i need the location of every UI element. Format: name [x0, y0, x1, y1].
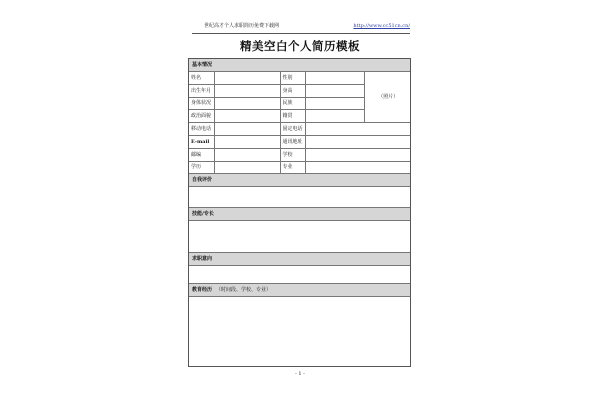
- document-title: 精美空白个人简历模板: [240, 39, 360, 53]
- photo-placeholder[interactable]: （照片）: [364, 72, 410, 123]
- basic-info-body: [189, 72, 410, 174]
- field-major[interactable]: [305, 161, 410, 173]
- field-gender[interactable]: [305, 72, 364, 84]
- label-degree: 学历: [189, 161, 214, 173]
- label-origin: 籍贯: [280, 110, 305, 123]
- self-evaluation-area[interactable]: [189, 187, 410, 208]
- label-name: 姓名: [189, 72, 214, 84]
- field-landline[interactable]: [305, 123, 410, 136]
- field-origin[interactable]: [305, 110, 364, 123]
- label-health: 身体状况: [189, 97, 214, 110]
- basic-info-table: [189, 72, 410, 173]
- label-landline: 固定电话: [280, 123, 305, 136]
- field-mobile[interactable]: [214, 123, 280, 136]
- label-postcode: 邮编: [189, 148, 214, 161]
- field-email[interactable]: [214, 135, 280, 148]
- page-number: - 1 -: [295, 371, 305, 377]
- label-gender: 性别: [280, 72, 305, 84]
- label-mobile: 移动电话: [189, 123, 214, 136]
- label-ethnicity: 民族: [280, 97, 305, 110]
- resume-table: [188, 58, 411, 367]
- label-school: 学校: [280, 148, 305, 161]
- field-height[interactable]: [305, 84, 364, 97]
- section-basic-info: 基本情况: [189, 59, 410, 72]
- header-site-name: 世纪高才个人求职简历免费下载网: [204, 23, 280, 29]
- field-politics[interactable]: [214, 110, 280, 123]
- label-email: E-mail: [189, 135, 214, 148]
- label-major: 专业: [280, 161, 305, 173]
- education-label: 教育经历: [192, 287, 213, 294]
- label-address: 通讯地址: [280, 135, 305, 148]
- field-address[interactable]: [305, 135, 410, 148]
- section-self-evaluation: 自我评价: [189, 174, 410, 187]
- page-header: [192, 21, 410, 34]
- field-school[interactable]: [305, 148, 410, 161]
- field-degree[interactable]: [214, 161, 280, 173]
- label-politics: 政治面貌: [189, 110, 214, 123]
- field-postcode[interactable]: [214, 148, 280, 161]
- section-skills: 技能/专长: [189, 208, 410, 221]
- label-birth: 出生年月: [189, 84, 214, 97]
- header-url-link[interactable]: http://www.cc51cn.cn/: [353, 23, 410, 29]
- job-intent-area[interactable]: [189, 266, 410, 284]
- field-ethnicity[interactable]: [305, 97, 364, 110]
- skills-area[interactable]: [189, 221, 410, 253]
- label-height: 身高: [280, 84, 305, 97]
- field-birth[interactable]: [214, 84, 280, 97]
- section-job-intent: 求职意向: [189, 253, 410, 266]
- field-health[interactable]: [214, 97, 280, 110]
- education-area[interactable]: [189, 297, 410, 366]
- field-name[interactable]: [214, 72, 280, 84]
- section-education: [189, 284, 410, 297]
- education-note: （时间段、学校、专业）: [216, 287, 272, 294]
